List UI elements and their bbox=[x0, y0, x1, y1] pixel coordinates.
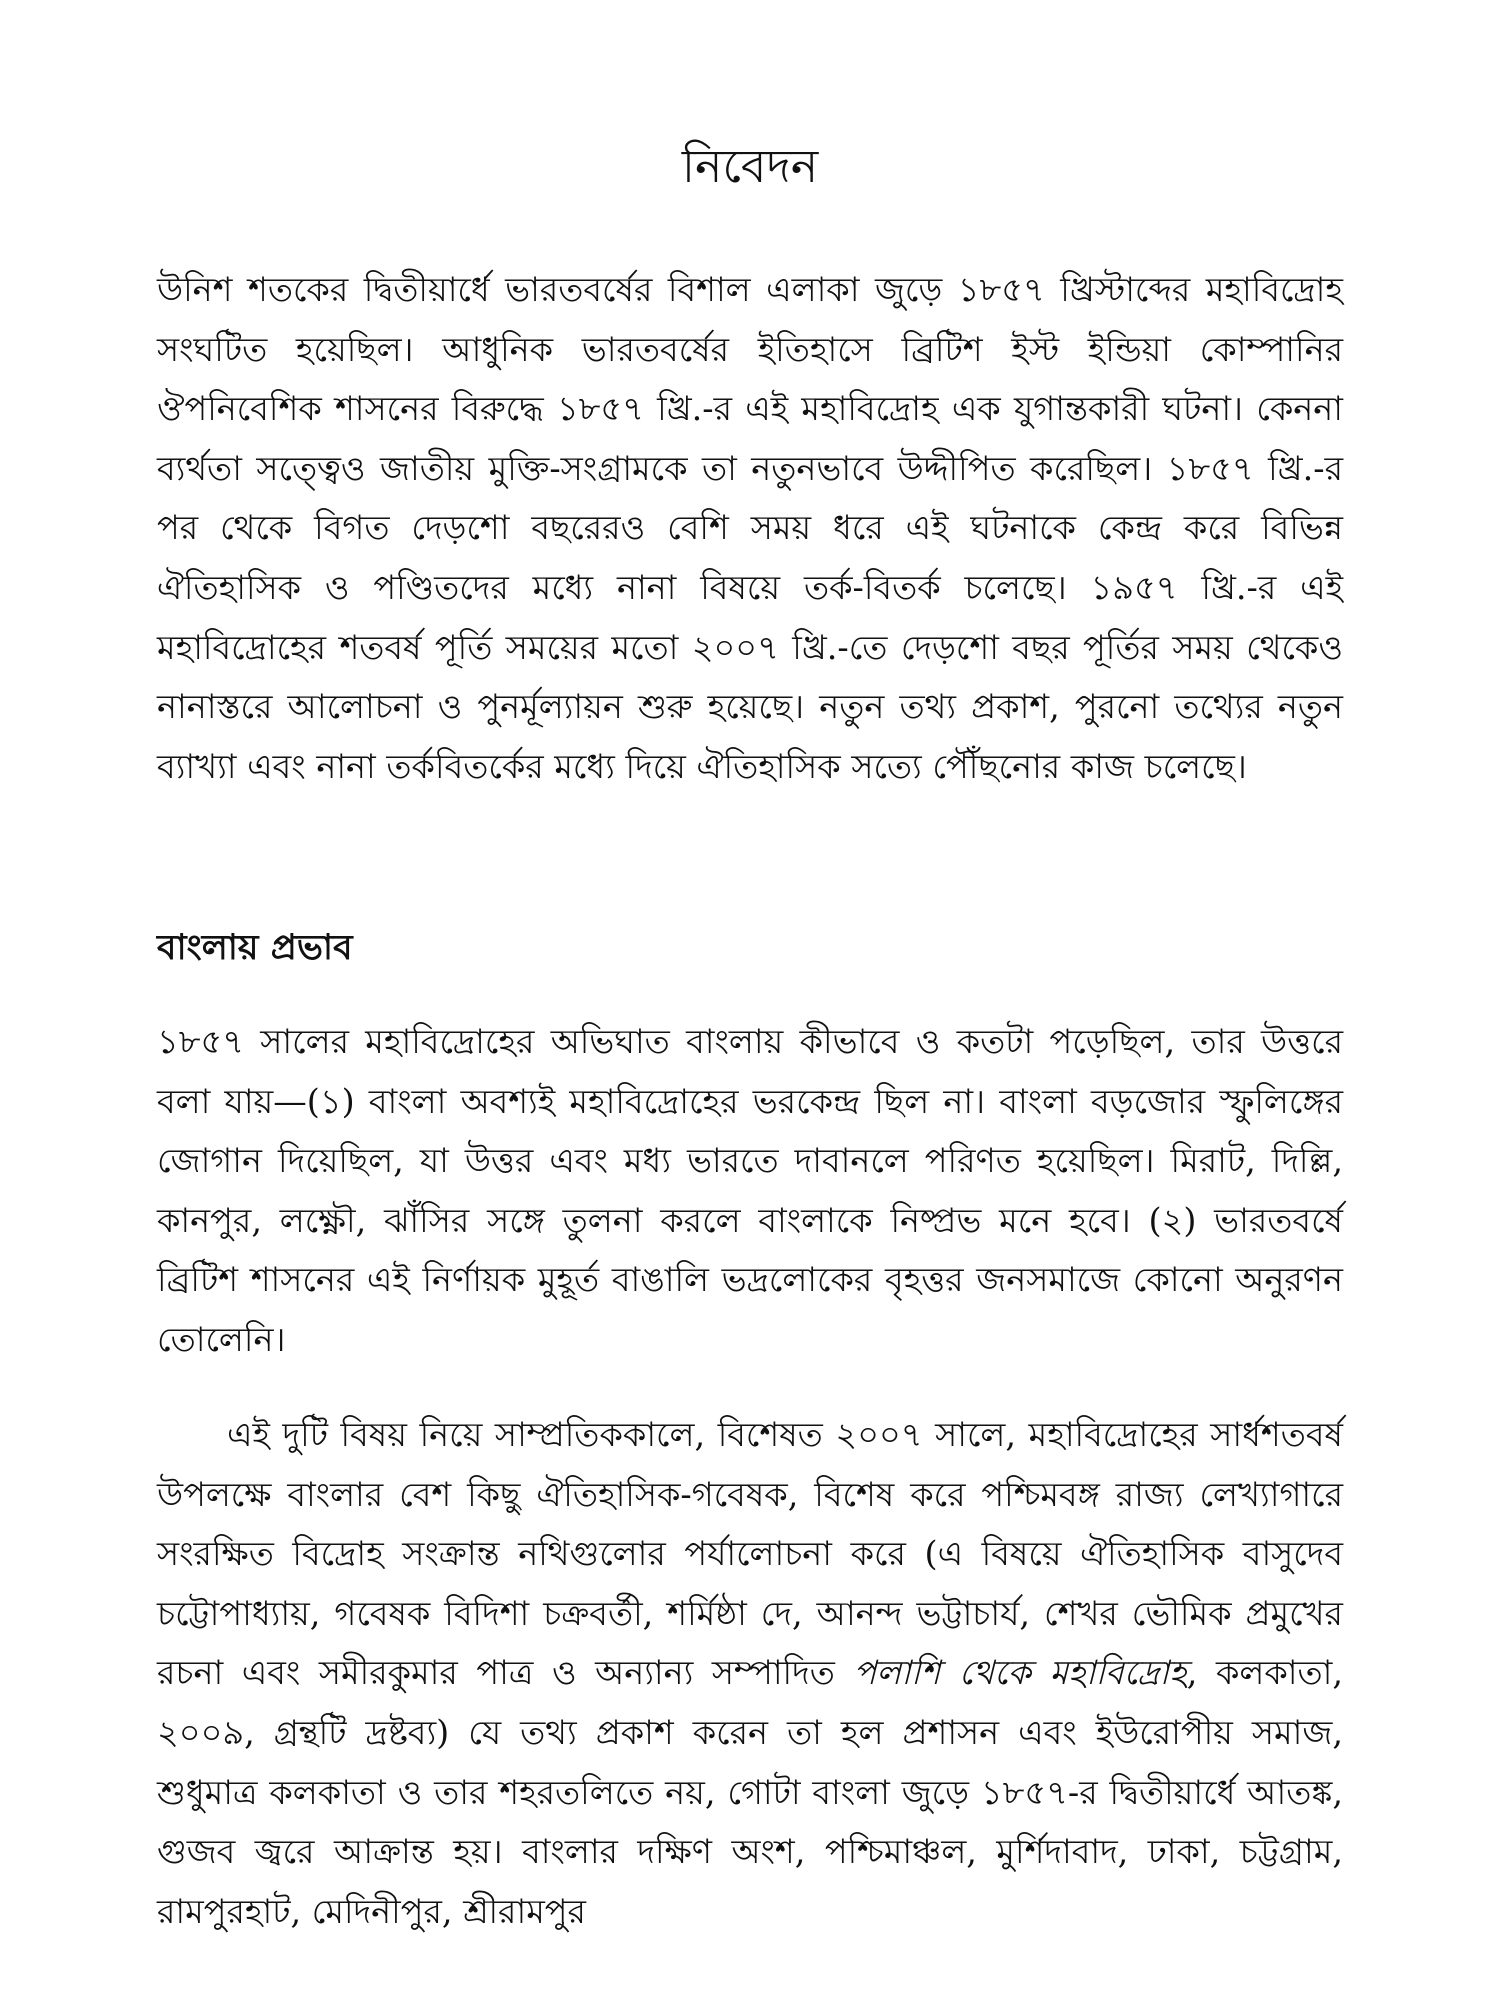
section-heading: বাংলায় প্রভাব bbox=[157, 927, 353, 968]
section-paragraph-2-text-before: এই দুটি বিষয় নিয়ে সাম্প্রতিককালে, বিশেষত ২০০৭ সালে, মহাবিদ্রোহের সার্ধশতবর্ষ উপলক্ষে বাংলার বেশ কিছু ঐতিহাসিক-গবেষক, বিশেষ করে পশ্চিমবঙ্গ রাজ্য লেখ্যাগারে সংরক্ষিত বিদ্রোহ সংক্রান্ত নথিগুলোর পর্যালোচনা করে (এ বিষয়ে ঐতিহাসিক বাসুদেব চট্টোপাধ্যায়, গবেষক বিদিশা চক্রবর্তী, শর্মিষ্ঠা দে, আনন্দ ভট্টাচার্য, শেখর ভৌমিক প্রমুখের রচনা এবং সমীরকুমার পাত্র ও অন্যান্য সম্পাদিত bbox=[157, 1415, 1343, 1693]
section-paragraph-2 bbox=[157, 1405, 1343, 1941]
intro-paragraph: উনিশ শতকের দ্বিতীয়ার্ধে ভারতবর্ষের বিশাল এলাকা জুড়ে ১৮৫৭ খ্রিস্টাব্দের মহাবিদ্রোহ সংঘটিত হয়েছিল। আধুনিক ভারতবর্ষের ইতিহাসে ব্রিটিশ ইস্ট ইন্ডিয়া কোম্পানির ঔপনিবেশিক শাসনের বিরুদ্ধে ১৮৫৭ খ্রি.-র এই মহাবিদ্রোহ এক যুগান্তকারী ঘটনা। কেননা ব্যর্থতা সত্ত্বেও জাতীয় মুক্তি-সংগ্রামকে তা নতুনভাবে উদ্দীপিত করেছিল। ১৮৫৭ খ্রি.-র পর থেকে বিগত দেড়শো বছরেরও বেশি সময় ধরে এই ঘটনাকে কেন্দ্র করে বিভিন্ন ঐতিহাসিক ও পণ্ডিতদের মধ্যে নানা বিষয়ে তর্ক-বিতর্ক চলেছে। ১৯৫৭ খ্রি.-র এই মহাবিদ্রোহের শতবর্ষ পূর্তি সময়ের মতো ২০০৭ খ্রি.-তে দেড়শো বছর পূর্তির সময় থেকেও নানাস্তরে আলোচনা ও পুনর্মূল্যায়ন শুরু হয়েছে। নতুন তথ্য প্রকাশ, পুরনো তথ্যের নতুন ব্যাখ্যা এবং নানা তর্কবিতর্কের মধ্যে দিয়ে ঐতিহাসিক সত্যে পৌঁছনোর কাজ চলেছে। bbox=[157, 270, 1343, 786]
section-paragraph-2-text-after: , কলকাতা, ২০০৯, গ্রন্থটি দ্রষ্টব্য) যে তথ্য প্রকাশ করেন তা হল প্রশাসন এবং ইউরোপীয় সমাজ, শুধুমাত্র কলকাতা ও তার শহরতলিতে নয়, গোটা বাংলা জুড়ে ১৮৫৭-র দ্বিতীয়ার্ধে আতঙ্ক, গুজব জ্বরে আক্রান্ত হয়। বাংলার দক্ষিণ অংশ, পশ্চিমাঞ্চল, মুর্শিদাবাদ, ঢাকা, চট্টগ্রাম, রামপুরহাট, মেদিনীপুর, শ্রীরামপুর bbox=[157, 1653, 1343, 1931]
section-paragraph-1: ১৮৫৭ সালের মহাবিদ্রোহের অভিঘাত বাংলায় কীভাবে ও কতটা পড়েছিল, তার উত্তরে বলা যায়—(১) বাংলা অবশ্যই মহাবিদ্রোহের ভরকেন্দ্র ছিল না। বাংলা বড়জোর স্ফুলিঙ্গের জোগান দিয়েছিল, যা উত্তর এবং মধ্য ভারতে দাবানলে পরিণত হয়েছিল। মিরাট, দিল্লি, কানপুর, লক্ষ্ণৌ, ঝাঁসির সঙ্গে তুলনা করলে বাংলাকে নিষ্প্রভ মনে হবে। (২) ভারতবর্ষে ব্রিটিশ শাসনের এই নির্ণায়ক মুহূর্ত বাঙালি ভদ্রলোকের বৃহত্তর জনসমাজে কোনো অনুরণন তোলেনি। bbox=[157, 1022, 1343, 1359]
book-title: পলাশি থেকে মহাবিদ্রোহ bbox=[853, 1653, 1187, 1693]
page-title: নিবেদন bbox=[681, 139, 819, 193]
